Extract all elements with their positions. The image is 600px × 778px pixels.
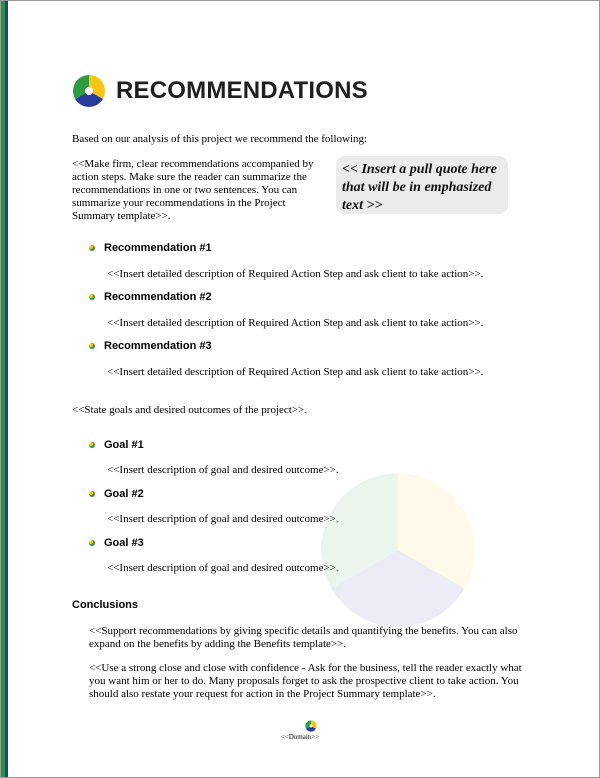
text-line: you want him or her to do. Many proposals forget to ask the prospective client to take action. You <box>89 675 519 687</box>
recommendation-label: Recommendation #1 <box>104 242 212 254</box>
text-line: <<Use a strong close and close with confidence - Ask for the business, tell the reader exactly what <box>89 662 522 674</box>
conclusions-paragraph-1 <box>89 625 529 651</box>
pull-quote-line: that will be in emphasized <box>342 180 492 195</box>
text-line: expand on the benefits by adding the Benefits template>>. <box>89 638 347 650</box>
tricolor-swirl-logo-icon <box>72 74 106 108</box>
text-line: recommendations in one or two sentences. You can <box>72 184 298 196</box>
goal-label: Goal #2 <box>104 488 144 500</box>
goals-intro-text: <<State goals and desired outcomes of the project>>. <box>72 404 307 416</box>
conclusions-paragraph-2 <box>89 662 529 701</box>
bullet-icon <box>89 294 95 300</box>
conclusions-heading: Conclusions <box>72 599 139 611</box>
bullet-icon <box>89 540 95 546</box>
recommendation-item <box>89 291 212 303</box>
text-line: <<Make firm, clear recommendations accompanied by <box>72 158 314 170</box>
text-line: summarize your recommendations in the Project <box>72 197 286 209</box>
bullet-icon <box>89 343 95 349</box>
recommendation-summary-text <box>72 158 334 223</box>
recommendation-item <box>89 340 212 352</box>
intro-text: Based on our analysis of this project we recommend the following: <box>72 133 368 145</box>
pull-quote-line: << Insert a pull quote here <box>342 162 497 177</box>
text-line: action steps. Make sure the reader can summarize the <box>72 171 307 183</box>
pull-quote-box <box>336 156 508 214</box>
bullet-icon <box>89 245 95 251</box>
goal-description: <<Insert description of goal and desired outcome>>. <box>107 513 339 525</box>
goal-label: Goal #3 <box>104 537 144 549</box>
goal-item <box>89 537 144 549</box>
text-line: Summary template>>. <box>72 210 171 222</box>
bullet-icon <box>89 491 95 497</box>
page-header <box>72 74 368 108</box>
recommendation-label: Recommendation #2 <box>104 291 212 303</box>
goal-description: <<Insert description of goal and desired outcome>>. <box>107 562 339 574</box>
blue-accent-bar <box>5 1 8 777</box>
bullet-icon <box>89 442 95 448</box>
recommendation-label: Recommendation #3 <box>104 340 212 352</box>
goal-item <box>89 439 144 451</box>
page-title: RECOMMENDATIONS <box>116 77 368 104</box>
goal-description: <<Insert description of goal and desired outcome>>. <box>107 464 339 476</box>
footer-domain: <<Domain>> <box>280 733 320 741</box>
recommendation-description: <<Insert detailed description of Required Action Step and ask client to take action>>. <box>107 317 484 329</box>
recommendation-item <box>89 242 212 254</box>
goal-item <box>89 488 144 500</box>
pull-quote-line: text >> <box>342 198 383 213</box>
recommendation-description: <<Insert detailed description of Required Action Step and ask client to take action>>. <box>107 268 484 280</box>
text-line: <<Support recommendations by giving specific details and quantifying the benefits. You can also <box>89 625 518 637</box>
goal-label: Goal #1 <box>104 439 144 451</box>
text-line: should also restate your request for action in the Project Summary template>>. <box>89 688 436 700</box>
recommendation-description: <<Insert detailed description of Required Action Step and ask client to take action>>. <box>107 366 484 378</box>
watermark-logo-icon <box>318 470 478 630</box>
footer-logo-icon <box>305 720 317 732</box>
